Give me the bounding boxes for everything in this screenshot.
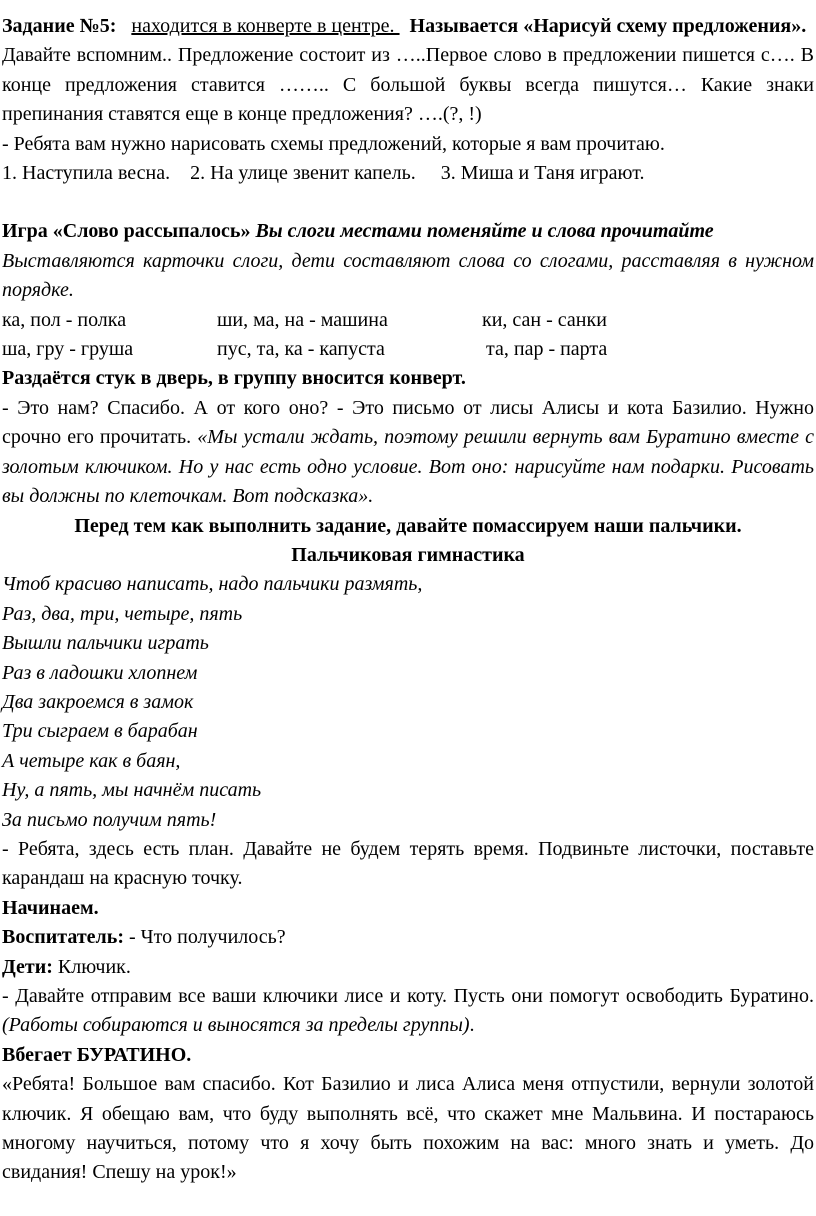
poem-line: Раз, два, три, четыре, пять <box>2 602 243 625</box>
speech-paragraph: «Ребята! Большое вам спасибо. Кот Базилио и лиса Алиса меня отпустили, вернули золотой ключик. Я обещаю вам, что буду выполнять всё, что скажет мне Мальвина. И постараюсь многому научиться, потому что я хочу быть похожим на вас: много знать и уметь. До свидания! Спешу на урок!» <box>2 1073 814 1184</box>
task-label: Задание №5: <box>2 15 117 37</box>
letter-paragraph <box>2 394 814 512</box>
teacher-label: Воспитатель: <box>2 926 124 949</box>
kids-label: Дети: <box>2 955 53 978</box>
poem <box>2 570 814 835</box>
teacher-text: - Что получилось? <box>123 926 286 949</box>
poem-line: Чтоб красиво написать, надо пальчики размять, <box>2 573 423 596</box>
game-description: Выставляются карточки слоги, дети составляют слова со слогами, расставляя в нужном порядке. <box>2 249 814 302</box>
instruction-paragraph: - Ребята вам нужно нарисовать схемы предложений, которые я вам прочитаю. <box>2 132 665 155</box>
game-title: Игра «Слово рассыпалось» <box>2 220 251 243</box>
send-text: - Давайте отправим все ваши ключики лисе и коту. Пусть они помогут освободить Буратино. <box>2 985 814 1007</box>
poem-line: Вышли пальчики играть <box>2 632 209 655</box>
sentence-3: 3. Миша и Таня играют. <box>440 162 645 185</box>
task-location: находится в конверте в центре. <box>131 15 400 37</box>
poem-line: Два закроемся в замок <box>2 690 194 713</box>
kids-line <box>2 953 814 982</box>
task-heading <box>2 12 814 41</box>
sentence-2: 2. На улице звенит капель. <box>190 162 416 185</box>
syllable-row-1 <box>2 306 814 335</box>
begin-heading: Начинаем. <box>2 896 99 919</box>
send-paragraph <box>2 982 814 1041</box>
teacher-line <box>2 923 814 952</box>
poem-line: Три сыграем в барабан <box>2 720 198 743</box>
gymnastics-title: Пальчиковая гимнастика <box>291 543 525 566</box>
sentences-line <box>2 159 814 188</box>
poem-line: Ну, а пять, мы начнём писать <box>2 779 262 802</box>
word-pair: пус, та, ка - капуста <box>217 338 385 361</box>
enter-heading: Вбегает БУРАТИНО. <box>2 1043 192 1066</box>
game-heading <box>2 217 814 246</box>
recall-paragraph: Давайте вспомним.. Предложение состоит из …..Первое слово в предложении пишется с…. В конце предложения ставится …….. С большой буквы всегда пишутся… Какие знаки препинания ставятся еще в конце предложения? ….(?, !) <box>2 44 814 126</box>
massage-heading: Перед тем как выполнить задание, давайте помассируем наши пальчики. <box>74 514 742 537</box>
kids-text: Ключик. <box>52 955 131 978</box>
sentence-1: 1. Наступила весна. <box>2 162 171 185</box>
send-end: . <box>469 1014 475 1037</box>
letter-quote: «Мы устали ждать, поэтому решили вернуть вам Буратино вместе с золотым ключиком. Но у нас есть одно условие. Вот оно: нарисуйте нам подарки. Рисовать вы должны по клеточкам. Вот подсказка». <box>2 426 814 508</box>
game-subtitle: Вы слоги местами поменяйте и слова прочитайте <box>255 220 714 243</box>
spacer <box>2 188 814 217</box>
send-note: (Работы собираются и выносятся за пределы группы) <box>2 1014 470 1037</box>
word-pair: ка, пол - полка <box>2 308 127 331</box>
poem-line: За письмо получим пять! <box>2 808 217 831</box>
word-pair: ши, ма, на - машина <box>217 308 388 331</box>
poem-line: А четыре как в баян, <box>2 749 181 772</box>
word-pair: ки, сан - санки <box>482 308 607 331</box>
knock-heading: Раздаётся стук в дверь, в группу вносится конверт. <box>2 367 466 390</box>
word-pair: та, пар - парта <box>486 338 608 361</box>
poem-line: Раз в ладошки хлопнем <box>2 661 198 684</box>
letter-intro: - Это нам? Спасибо. А от кого оно? - Это письмо от лисы Алисы и кота Базилио. Нужно срочно его прочитать. <box>2 396 814 449</box>
plan-paragraph: - Ребята, здесь есть план. Давайте не будем терять время. Подвиньте листочки, поставьте карандаш на красную точку. <box>2 837 814 890</box>
task-name: Называется «Нарисуй схему предложения». <box>409 15 807 37</box>
syllable-row-2 <box>2 335 814 364</box>
word-pair: ша, гру - груша <box>2 338 134 361</box>
